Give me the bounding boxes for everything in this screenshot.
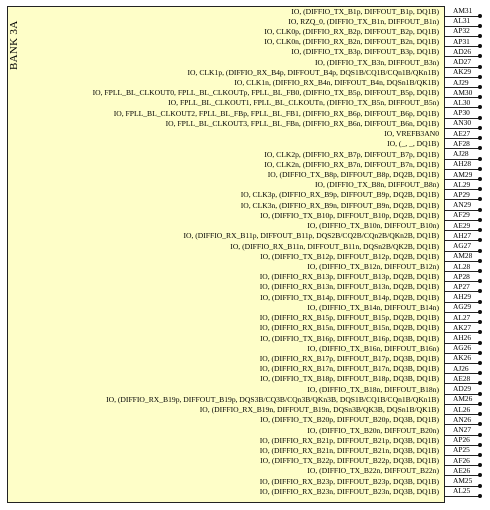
pin-terminal-dot — [478, 197, 482, 201]
pin-terminal-dot — [478, 228, 482, 232]
pin-signal-label: IO, (DIFFIO_RX_B13n, DIFFOUT_B13n, DQ2B, DQ1B) — [259, 282, 439, 292]
pin-number-label: AP32 — [453, 26, 470, 36]
pin-number-label: AJ29 — [453, 77, 469, 87]
pin-signal-label: IO, (DIFFIO_TX_B20p, DIFFOUT_B20p, DQ3B, DQ1B) — [260, 415, 439, 425]
pin-number-label: AL31 — [453, 16, 471, 26]
pin-number-label: AM28 — [453, 251, 473, 261]
pin-terminal-dot — [478, 279, 482, 283]
pin-number-label: AL27 — [453, 312, 471, 322]
pin-number-label: AE29 — [453, 220, 471, 230]
pin-terminal-dot — [478, 167, 482, 171]
pin-terminal-dot — [478, 381, 482, 385]
pin-terminal-dot — [478, 34, 482, 38]
pin-terminal-dot — [478, 136, 482, 140]
pin-terminal-dot — [478, 402, 482, 406]
pin-terminal-dot — [478, 330, 482, 334]
pin-terminal-dot — [478, 494, 482, 498]
pin-signal-label: IO, (DIFFIO_RX_B15n, DIFFOUT_B15n, DQ2B, DQ1B) — [259, 323, 439, 333]
pin-terminal-dot — [478, 85, 482, 89]
pin-number-label: AH26 — [453, 333, 472, 343]
pin-number-label: AP28 — [453, 271, 470, 281]
pin-number-label: AN29 — [453, 200, 472, 210]
pin-number-label: AE28 — [453, 373, 471, 383]
pin-signal-label: IO, FPLL_BL_CLKOUT2, FPLL_BL_FBp, FPLL_BL_FB1, (DIFFIO_RX_B6p, DIFFOUT_B6p, DQ1B) — [113, 108, 439, 118]
pin-terminal-dot — [478, 473, 482, 477]
pin-signal-label: IO, FPLL_BL_CLKOUT1, FPLL_BL_CLKOUTn, (DIFFIO_TX_B5n, DIFFOUT_B5n) — [168, 98, 439, 108]
pin-terminal-dot — [478, 300, 482, 304]
pin-number-label: AL30 — [453, 97, 471, 107]
pin-number-label: AL25 — [453, 486, 471, 496]
pin-terminal-dot — [478, 187, 482, 191]
pin-number-label: AM29 — [453, 169, 473, 179]
pin-signal-label: IO, (DIFFIO_TX_B8n, DIFFOUT_B8n) — [314, 180, 439, 190]
pin-terminal-dot — [478, 463, 482, 467]
pin-signal-label: IO, CLK0p, (DIFFIO_RX_B2p, DIFFOUT_B2p, DQ1B) — [264, 26, 439, 36]
pin-signal-label: IO, (DIFFIO_TX_B18n, DIFFOUT_B18n) — [307, 384, 439, 394]
pin-signal-label: IO, (DIFFIO_TX_B10n, DIFFOUT_B10n) — [307, 221, 439, 231]
pin-number-label: AM25 — [453, 476, 473, 486]
pin-signal-label: IO, (DIFFIO_TX_B8p, DIFFOUT_B8p, DQ2B, DQ1B) — [267, 170, 439, 180]
pin-signal-label: IO, (DIFFIO_TX_B22n, DIFFOUT_B22n) — [307, 466, 439, 476]
pin-signal-label: IO, (DIFFIO_TX_B20n, DIFFOUT_B20n) — [307, 425, 439, 435]
pin-terminal-dot — [478, 14, 482, 18]
pin-number-label: AP27 — [453, 281, 470, 291]
pin-lead-line — [445, 496, 480, 497]
pin-signal-label: IO, (DIFFIO_TX_B14n, DIFFOUT_B14n) — [307, 302, 439, 312]
pin-signal-label: IO, (DIFFIO_TX_B22p, DIFFOUT_B22p, DQ3B, DQ1B) — [260, 456, 439, 466]
pin-number-label: AJ28 — [453, 149, 469, 159]
pin-signal-label: IO, (DIFFIO_TX_B16n, DIFFOUT_B16n) — [307, 343, 439, 353]
pin-signal-label: IO, (DIFFIO_RX_B11p, DIFFOUT_B11p, DQS2B/CQ2B/CQn2B/QKn2B, DQ1B) — [183, 231, 439, 241]
pin-signal-label: IO, (DIFFIO_RX_B15p, DIFFOUT_B15p, DQ2B, DQ1B) — [259, 313, 439, 323]
pin-number-label: AP26 — [453, 435, 470, 445]
pin-terminal-dot — [478, 208, 482, 212]
pin-number-label: AL26 — [453, 404, 471, 414]
pin-number-label: AF26 — [453, 455, 470, 465]
pin-number-label: AG29 — [453, 302, 472, 312]
pin-terminal-dot — [478, 433, 482, 437]
pin-signal-label: IO, CLK2p, (DIFFIO_RX_B7p, DIFFOUT_B7p, DQ1B) — [264, 149, 439, 159]
pin-terminal-dot — [478, 177, 482, 181]
pin-signal-label: IO, (DIFFIO_RX_B23n, DIFFOUT_B23n, DQ3B, DQ1B) — [259, 486, 439, 496]
pin-signal-label: IO, (DIFFIO_RX_B21p, DIFFOUT_B21p, DQ3B, DQ1B) — [259, 435, 439, 445]
pin-terminal-dot — [478, 289, 482, 293]
pin-number-label: AL29 — [453, 179, 471, 189]
pin-number-label: AN30 — [453, 118, 472, 128]
pin-terminal-dot — [478, 310, 482, 314]
pin-signal-label: IO, (DIFFIO_TX_B3n, DIFFOUT_B3n) — [314, 57, 439, 67]
pin-terminal-dot — [478, 259, 482, 263]
pin-number-label: AN26 — [453, 414, 472, 424]
pin-signal-label: IO, (DIFFIO_RX_B17p, DIFFOUT_B17p, DQ3B, DQ1B) — [259, 353, 439, 363]
pin-terminal-dot — [478, 65, 482, 69]
pin-terminal-dot — [478, 75, 482, 79]
pin-signal-label: IO, CLK2n, (DIFFIO_RX_B7n, DIFFOUT_B7n, DQ1B) — [264, 159, 439, 169]
pin-terminal-dot — [478, 361, 482, 365]
pin-terminal-dot — [478, 249, 482, 253]
pin-number-label: AF29 — [453, 210, 470, 220]
pin-signal-label: IO, (DIFFIO_RX_B13p, DIFFOUT_B13p, DQ2B, DQ1B) — [259, 272, 439, 282]
pin-signal-label: IO, (DIFFIO_TX_B3p, DIFFOUT_B3p, DQ1B) — [291, 47, 439, 57]
pin-number-label: AM26 — [453, 394, 473, 404]
pin-number-label: AD29 — [453, 384, 472, 394]
pin-terminal-dot — [478, 157, 482, 161]
pin-terminal-dot — [478, 126, 482, 130]
pin-terminal-dot — [478, 146, 482, 150]
pin-signal-label: IO, (DIFFIO_RX_B17n, DIFFOUT_B17n, DQ3B, DQ1B) — [259, 364, 439, 374]
pin-terminal-dot — [478, 105, 482, 109]
pin-signal-label: IO, (DIFFIO_RX_B19n, DIFFOUT_B19n, DQSn3B/QK3B, DQSn1B/QK1B) — [199, 405, 439, 415]
pin-number-label: AP31 — [453, 36, 470, 46]
pin-signal-label: IO, (DIFFIO_RX_B23p, DIFFOUT_B23p, DQ3B, DQ1B) — [259, 476, 439, 486]
pin-number-label: AG27 — [453, 241, 472, 251]
pin-terminal-dot — [478, 238, 482, 242]
pin-signal-label: IO, VREFB3AN0 — [384, 129, 439, 139]
pin-signal-label: IO, CLK3n, (DIFFIO_RX_B9n, DIFFOUT_B9n, DQ2B, DQ1B) — [240, 200, 439, 210]
pin-number-label: AG26 — [453, 343, 472, 353]
pin-terminal-dot — [478, 269, 482, 273]
pin-signal-label: IO, CLK3p, (DIFFIO_RX_B9p, DIFFOUT_B9p, DQ2B, DQ1B) — [240, 190, 439, 200]
pin-signal-label: IO, (DIFFIO_RX_B21n, DIFFOUT_B21n, DQ3B, DQ1B) — [259, 445, 439, 455]
pin-terminal-dot — [478, 412, 482, 416]
pin-number-label: AK29 — [453, 67, 472, 77]
pin-number-label: AK27 — [453, 322, 472, 332]
pin-number-label: AH29 — [453, 292, 472, 302]
pin-signal-label: IO, RZQ_0, (DIFFIO_TX_B1n, DIFFOUT_B1n) — [288, 16, 439, 26]
pin-signal-label: IO, (DIFFIO_RX_B11n, DIFFOUT_B11n, DQSn2B/QK2B, DQ1B) — [230, 241, 439, 251]
pin-terminal-dot — [478, 351, 482, 355]
pin-signal-label: IO, (DIFFIO_TX_B18p, DIFFOUT_B18p, DQ3B, DQ1B) — [260, 374, 439, 384]
pin-signal-label: IO, (DIFFIO_TX_B10p, DIFFOUT_B10p, DQ2B, DQ1B) — [260, 210, 439, 220]
pin-signal-label: IO, FPLL_BL_CLKOUT3, FPLL_BL_FBn, (DIFFIO_RX_B6n, DIFFOUT_B6n, DQ1B) — [165, 118, 439, 128]
pin-number-label: AN27 — [453, 425, 472, 435]
pin-terminal-dot — [478, 116, 482, 120]
pin-signal-label: IO, (DIFFIO_RX_B19p, DIFFOUT_B19p, DQS3B/CQ3B/CQn3B/QKn3B, DQS1B/CQ1B/CQn1B/QKn1B) — [106, 394, 439, 404]
pin-number-label: AE26 — [453, 465, 471, 475]
bank-title: BANK 3A — [8, 20, 20, 70]
pin-terminal-dot — [478, 54, 482, 58]
pin-number-label: AL28 — [453, 261, 471, 271]
pin-number-label: AD26 — [453, 46, 472, 56]
pin-signal-label: IO, CLK0n, (DIFFIO_RX_B2n, DIFFOUT_B2n, DQ1B) — [264, 37, 439, 47]
pin-terminal-dot — [478, 422, 482, 426]
pin-number-label: AF28 — [453, 138, 470, 148]
pin-signal-label: IO, (DIFFIO_TX_B1p, DIFFOUT_B1p, DQ1B) — [291, 6, 439, 16]
pin-terminal-dot — [478, 95, 482, 99]
pin-number-label: AM30 — [453, 87, 473, 97]
pin-terminal-dot — [478, 371, 482, 375]
pin-number-label: AP30 — [453, 108, 470, 118]
pin-number-label: AP29 — [453, 189, 470, 199]
pin-signal-label: IO, (DIFFIO_TX_B16p, DIFFOUT_B16p, DQ3B, DQ1B) — [260, 333, 439, 343]
pin-signal-label: IO, (DIFFIO_TX_B14p, DIFFOUT_B14p, DQ2B, DQ1B) — [260, 292, 439, 302]
pin-signal-label: IO, (DIFFIO_TX_B12p, DIFFOUT_B12p, DQ2B, DQ1B) — [260, 251, 439, 261]
pin-signal-label: IO, CLK1p, (DIFFIO_RX_B4p, DIFFOUT_B4p, DQS1B/CQ1B/CQn1B/QKn1B) — [187, 67, 439, 77]
pin-terminal-dot — [478, 218, 482, 222]
pin-terminal-dot — [478, 453, 482, 457]
pin-terminal-dot — [478, 44, 482, 48]
pin-signal-label: IO, FPLL_BL_CLKOUT0, FPLL_BL_CLKOUTp, FPLL_BL_FB0, (DIFFIO_TX_B5p, DIFFOUT_B5p, DQ1B) — [92, 88, 439, 98]
pin-number-label: AM31 — [453, 6, 473, 15]
pin-number-label: AH28 — [453, 159, 472, 169]
pin-terminal-dot — [478, 443, 482, 447]
pin-terminal-dot — [478, 320, 482, 324]
pin-number-label: AJ26 — [453, 363, 469, 373]
pin-signal-label: IO, (DIFFIO_TX_B12n, DIFFOUT_B12n) — [307, 262, 439, 271]
pin-terminal-dot — [478, 24, 482, 28]
pin-number-label: AP25 — [453, 445, 470, 455]
pin-number-label: AD27 — [453, 57, 472, 67]
pin-terminal-dot — [478, 341, 482, 345]
pin-terminal-dot — [478, 484, 482, 488]
pin-terminal-dot — [478, 392, 482, 396]
pin-signal-label: IO, (_, _, DQ1B) — [387, 139, 439, 149]
pin-number-label: AH27 — [453, 230, 472, 240]
pin-signal-label: IO, CLK1n, (DIFFIO_RX_B4n, DIFFOUT_B4n, DQSn1B/QK1B) — [234, 78, 439, 88]
pin-number-label: AE27 — [453, 128, 471, 138]
pin-number-label: AK26 — [453, 353, 472, 363]
